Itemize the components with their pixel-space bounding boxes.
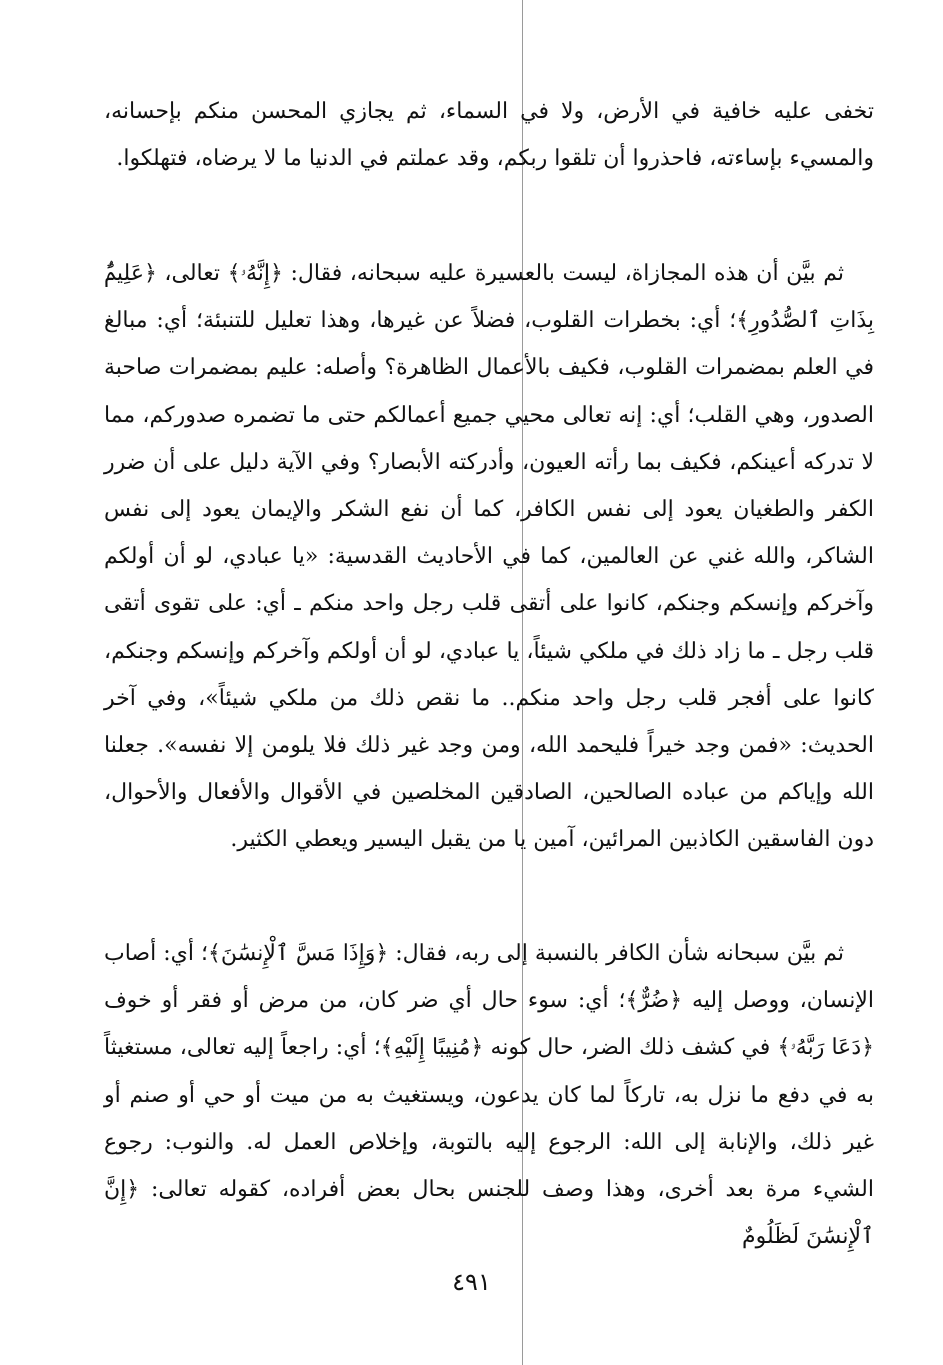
paragraph-2: ثم بيَّن أن هذه المجازاة، ليست بالعسيرة عليه سبحانه، فقال: ﴿إِنَّهُۥ﴾ تعالى، ﴿عَلِيمٌۢ بِذَاتِ ٱلصُّدُورِ﴾؛ أي: بخطرات القلوب، فضلاً عن غيرها، وهذا تعليل للتنبئة؛ أي: مبالغ في العلم بمضمرات القلوب، فكيف بالأعمال الظاهرة؟ وأصله: عليم بمضمرات صاحبة الصدور، وهي القلب؛ أي: إنه تعالى محيي جميع أعمالكم حتى ما تضمره صدوركم، مما لا تدركه أعينكم، فكيف بما رأته العيون، وأدركته الأبصار؟ وفي الآية دليل على أن ضرر الكفر والطغيان يعود إلى نفس الكافر، كما أن نفع الشكر والإيمان يعود إلى نفس الشاكر، والله غني عن العالمين، كما في الأحاديث القدسية: «يا عبادي، لو أن أولكم وآخركم وإنسكم وجنكم، كانوا على أتقى قلب رجل واحد منكم ـ أي: على تقوى أتقى قلب رجل ـ ما زاد ذلك في ملكي شيئاً، يا عبادي، لو أن أولكم وآخركم وإنسكم وجنكم، كانوا على أفجر قلب رجل واحد منكم.. ما نقص ذلك من ملكي شيئاً»، وفي آخر الحديث: «فمن وجد خيراً فليحمد الله، ومن وجد غير ذلك فلا يلومن إلا نفسه». جعلنا الله وإياكم من عباده الصالحين، الصادقين المخلصين في الأقوال والأفعال والأحوال، دون الفاسقين الكاذبين المرائين، آمين يا من يقبل اليسير ويعطي الكثير. <box>104 261 874 853</box>
page-number: ٤٩١ <box>452 1268 491 1296</box>
paragraph-1: تخفى عليه خافية في الأرض، ولا في السماء، ثم يجازي المحسن منكم بإحسانه، والمسيء بإساءته، فاحذروا أن تلقوا ربكم، وقد عملتم في الدنيا ما لا يرضاه، فتهلكوا. <box>104 99 874 172</box>
paragraph-3: ثم بيَّن سبحانه شأن الكافر بالنسبة إلى ربه، فقال: ﴿وَإِذَا مَسَّ ٱلْإِنسَٰنَ﴾؛ أي: أصاب الإنسان، ووصل إليه ﴿ضُرٌّ﴾؛ أي: سوء حال أي ضر كان، من مرض أو فقر أو خوف ﴿دَعَا رَبَّهُۥ﴾ في كشف ذلك الضر، حال كونه ﴿مُنِيبًا إِلَيْهِ﴾؛ أي: راجعاً إليه تعالى، مستغيثاً به في دفع ما نزل به، تاركاً لما كان يدعون، ويستغيث به من ميت أو حي أو صنم أو غير ذلك، والإنابة إلى الله: الرجوع إليه بالتوبة، وإخلاص العمل له. والنوب: رجوع الشيء مرة بعد أخرى، وهذا وصف للجنس بحال بعض أفراده، كقوله تعالى: ﴿إِنَّ ٱلْإِنسَٰنَ لَظَلُومٌ <box>104 941 875 1250</box>
